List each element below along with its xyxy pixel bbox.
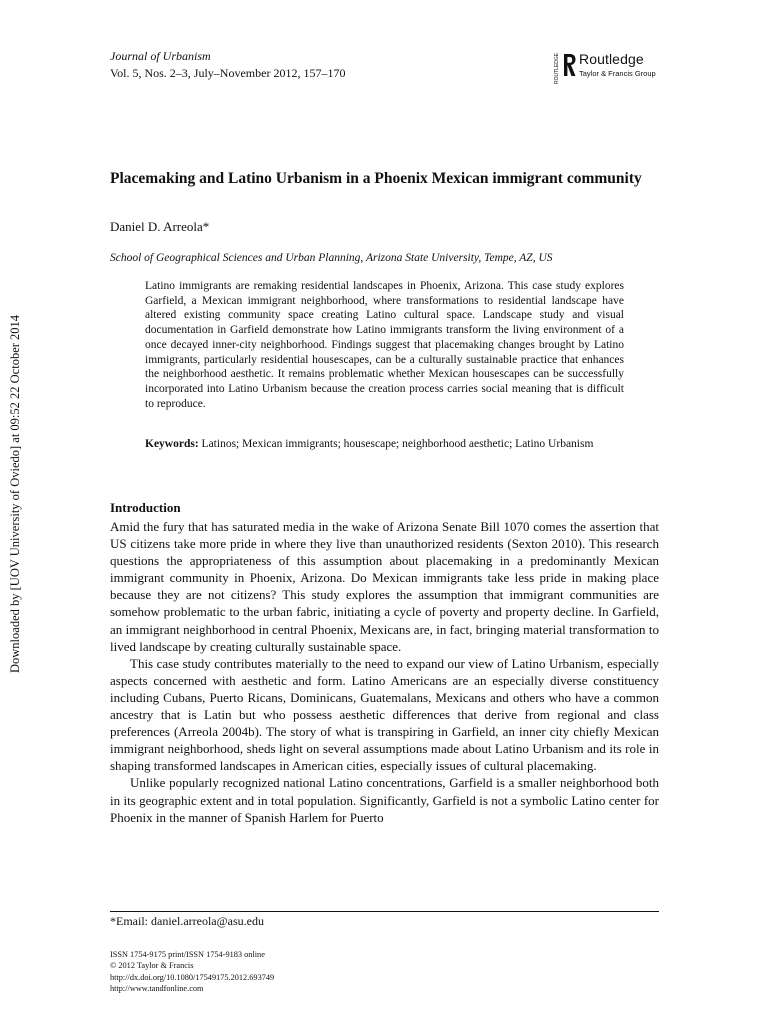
article-author: Daniel D. Arreola* [110, 219, 210, 234]
website-link[interactable]: http://www.tandfonline.com [110, 984, 204, 994]
journal-name: Journal of Urbanism [110, 49, 211, 63]
publisher-name: Routledge [579, 51, 644, 67]
abstract-text: Latino immigrants are remaking residential landscapes in Phoenix, Arizona. This case study explores Garfield, a Mexican immigrant neighborhood, where transformations to residential landscape have altered existing community space creating Latino cultural space. Landscape study and visual documentation in Garfield demonstrate how Latino immigrants transform the living environment of a once decayed inner-city neighborhood. Findings suggest that placemaking changes brought by Latino immigrants, particularly residential housescapes, can be a culturally sustainable practice that enhances the neighborhood aesthetic. It remains problematic whether Mexican housescapes can be successfully incorporated into Latino Urbanism because the creation process carries social meaning that is difficult to reproduce. [145, 280, 624, 410]
section-heading-introduction: Introduction [110, 500, 181, 515]
routledge-r-icon [563, 53, 576, 77]
footnote-divider [110, 911, 659, 912]
paragraph: Amid the fury that has saturated media in the wake of Arizona Senate Bill 1070 comes the assertion that US citizens take more pride in where they live than unauthorized residents (Sexton 2010). This research questions the appropriateness of this assumption about placemaking in a predominantly Mexican immigrant community in Phoenix, Arizona. Do Mexican immigrants take less pride in making place because they are not citizens? This study explores the assumption that immigrant communities are somehow problematic to the urban fabric, initiating a cycle of poverty and property decline. In Garfield, an immigrant neighborhood in central Phoenix, Mexicans are, in fact, bringing material transformation to lived landscape by creating culturally sustainable space. [110, 519, 659, 654]
author-email-footnote: *Email: daniel.arreola@asu.edu [110, 914, 264, 928]
author-affiliation: School of Geographical Sciences and Urban Planning, Arizona State University, Tempe, AZ, US [110, 252, 553, 264]
paragraph: Unlike popularly recognized national Latino concentrations, Garfield is a smaller neighborhood both in its geographic extent and in total population. Significantly, Garfield is not a symbolic Latino center for Phoenix in the manner of Spanish Harlem for Puerto [110, 775, 659, 825]
body-text [110, 518, 659, 826]
keywords-list: Latinos; Mexican immigrants; housescape; neighborhood aesthetic; Latino Urbanism [201, 438, 594, 450]
issn-line: ISSN 1754-9175 print/ISSN 1754-9183 online [110, 950, 265, 959]
journal-volume-info: Vol. 5, Nos. 2–3, July–November 2012, 157–170 [110, 66, 346, 80]
publisher-logo [552, 52, 664, 84]
download-stamp [0, 296, 30, 692]
keywords [145, 437, 624, 452]
article-title: Placemaking and Latino Urbanism in a Phoenix Mexican immigrant community [110, 170, 642, 187]
paragraph: This case study contributes materially to the need to expand our view of Latino Urbanism, especially aspects concerned with aesthetic and form. Latino Americans are an especially diverse constituency including Cubans, Puerto Ricans, Dominicans, Guatemalans, Mexicans and others who have a common ancestry that is Latin but who possess aesthetic differences that derive from regional and class preferences (Arreola 2004b). The story of what is transpiring in Garfield, an inner city chiefly Mexican immigrant neighborhood, sheds light on several assumptions made about Latino Urbanism and its role in shaping transformed landscapes in American cities, especially issues of cultural placemaking. [110, 655, 659, 774]
keywords-label: Keywords: [145, 438, 199, 450]
download-stamp-text: Downloaded by [UOV University of Oviedo] at 09:52 22 October 2014 [8, 314, 22, 674]
doi-link[interactable]: http://dx.doi.org/10.1080/17549175.2012.693749 [110, 972, 275, 982]
publication-imprint [110, 949, 274, 995]
logo-vertical-text: ROUTLEDGE [554, 52, 560, 84]
publisher-subtitle: Taylor & Francis Group [579, 69, 656, 78]
copyright-line: © 2012 Taylor & Francis [110, 961, 194, 971]
